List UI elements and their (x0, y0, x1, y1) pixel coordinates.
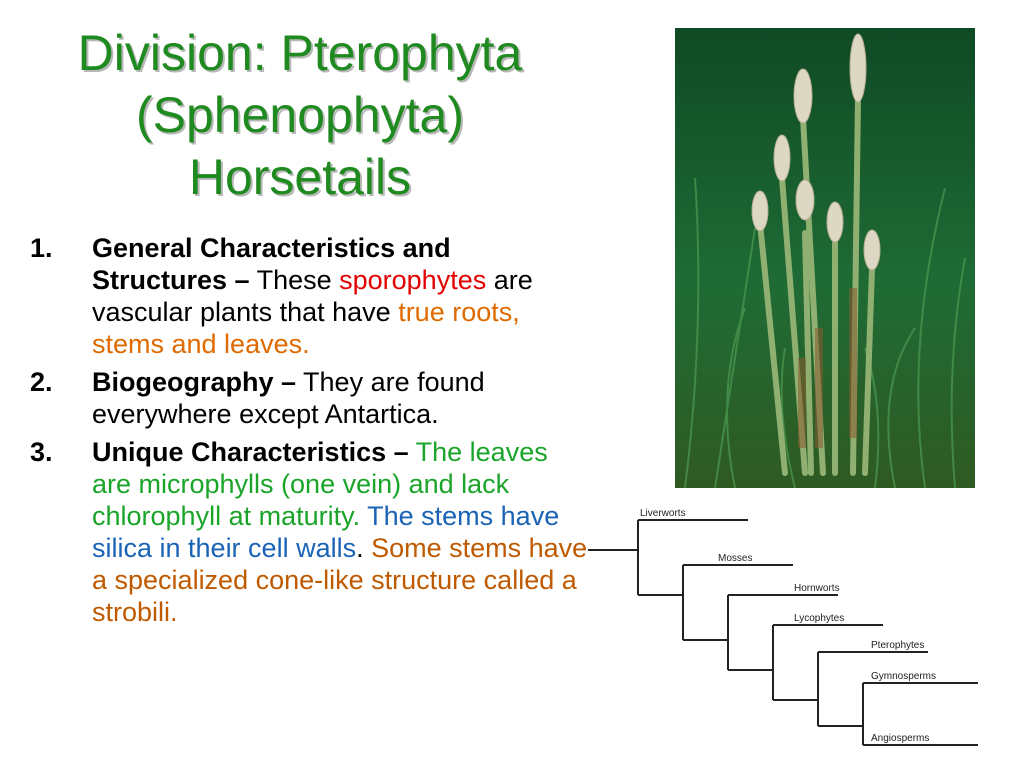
item-number: 2. (30, 367, 53, 397)
horsetail-photo (675, 28, 975, 488)
title-line-1: Division: Pterophyta (77, 25, 523, 81)
item-text: are vascular plants that have (92, 265, 533, 327)
taxon-label: Angiosperms (871, 733, 930, 744)
item-highlight-stems: The stems have silica in their cell walls (92, 501, 560, 563)
item-number: 1. (30, 233, 53, 263)
taxon-label: Hornworts (794, 583, 840, 594)
item-highlight-structures: true roots, stems and leaves. (92, 297, 520, 359)
taxon-label: Gymnosperms (871, 671, 937, 682)
item-highlight-sporophytes: sporophytes (339, 265, 487, 295)
item-highlight-strobili: Some stems have a specialized cone-like structure called a strobili. (92, 533, 588, 627)
slide-title (0, 22, 600, 208)
taxon-label: Mosses (718, 553, 753, 564)
title-line-3: Horsetails (188, 149, 412, 205)
item-text: They are found everywhere except Antartica. (92, 367, 485, 429)
item-number: 3. (30, 437, 53, 467)
taxon-label: Lycophytes (794, 613, 845, 624)
list-item-characteristics (30, 232, 590, 360)
taxon-label: Pterophytes (871, 640, 925, 651)
item-text: These (249, 265, 340, 295)
item-highlight-leaves: The leaves are microphylls (one vein) and lack chlorophyll at maturity. (92, 437, 548, 531)
list-item-biogeography (30, 366, 590, 430)
item-heading: Biogeography – (92, 367, 297, 397)
title-line-2: (Sphenophyta) (135, 87, 464, 143)
list-item-unique (30, 436, 590, 628)
phylogeny-cladogram (588, 500, 988, 760)
taxon-label: Liverworts (640, 508, 686, 519)
item-text: . (356, 533, 364, 563)
item-heading: General Characteristics and Structures – (92, 233, 451, 295)
item-heading: Unique Characteristics – (92, 437, 409, 467)
characteristics-list (30, 232, 590, 634)
